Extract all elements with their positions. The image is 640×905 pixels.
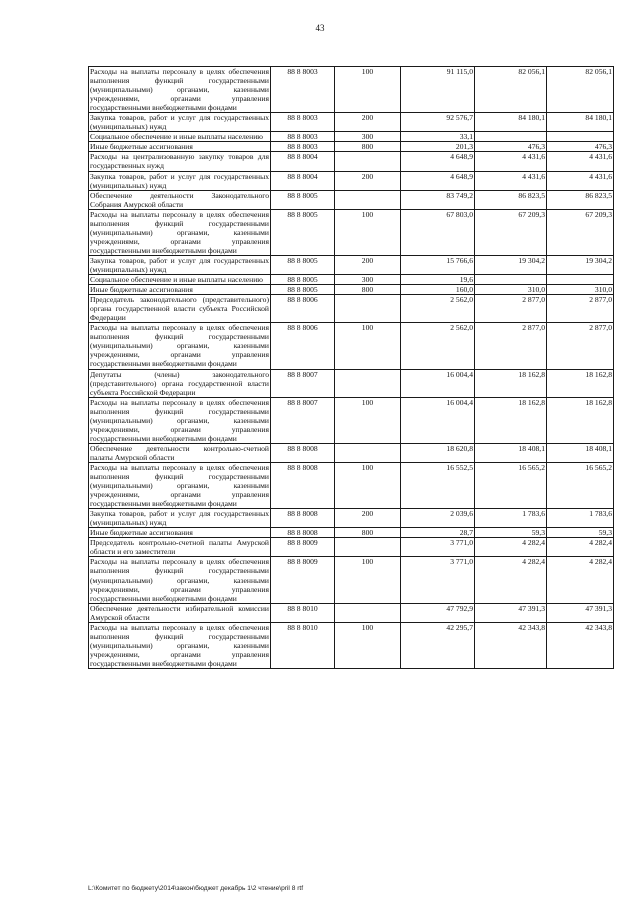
amount-2017-cell: 59,3 — [547, 528, 614, 538]
target-article-code-cell: 88 8 8008 — [271, 443, 335, 462]
target-article-code-cell: 88 8 8005 — [271, 209, 335, 255]
amount-2017-cell: 18 162,8 — [547, 397, 614, 443]
table-row — [89, 538, 614, 557]
target-article-code-cell: 88 8 8009 — [271, 538, 335, 557]
expense-type-cell — [335, 190, 401, 209]
expense-name-cell: Расходы на выплаты персоналу в целях обеспечения выполнения функций государственными (муниципальными) органами, казенными учреждениями, органами управления государственными внебюджетными фондами — [90, 462, 269, 509]
target-article-code-cell: 88 8 8010 — [271, 603, 335, 622]
amount-2016-cell: 67 209,3 — [475, 209, 547, 255]
amount-2015-cell: 3 771,0 — [401, 557, 475, 603]
amount-2017-cell: 4 282,4 — [547, 557, 614, 603]
expense-name-cell: Расходы на централизованную закупку товаров для государственных нужд — [90, 152, 269, 171]
table-row — [89, 443, 614, 462]
budget-table — [88, 66, 614, 669]
expense-name-cell: Иные бюджетные ассигнования — [89, 142, 271, 152]
amount-2016-cell: 19 304,2 — [475, 255, 547, 274]
expense-name-cell: Закупка товаров, работ и услуг для государственных (муниципальных) нужд — [90, 509, 269, 528]
amount-2016-cell: 476,3 — [475, 142, 547, 152]
table-row — [89, 295, 614, 323]
amount-2016-cell: 4 431,6 — [475, 171, 547, 190]
table-row — [89, 275, 614, 285]
target-article-code-cell: 88 8 8007 — [271, 397, 335, 443]
table-row — [89, 132, 614, 142]
amount-2016-cell: 1 783,6 — [475, 509, 547, 528]
amount-2015-cell: 2 562,0 — [401, 323, 475, 369]
expense-name-cell: Расходы на выплаты персоналу в целях обеспечения выполнения функций государственными (муниципальными) органами, казенными учреждениями, органами управления государственными внебюджетными фондами — [90, 557, 269, 603]
amount-2016-cell: 84 180,1 — [475, 113, 547, 132]
amount-2017-cell — [547, 132, 614, 142]
amount-2015-cell: 4 648,9 — [401, 171, 475, 190]
expense-type-cell: 200 — [335, 171, 401, 190]
table-row — [89, 557, 614, 603]
amount-2015-cell: 201,3 — [401, 142, 475, 152]
amount-2015-cell: 18 620,8 — [401, 443, 475, 462]
amount-2017-cell: 2 877,0 — [547, 295, 614, 323]
target-article-code-cell: 88 8 8005 — [271, 190, 335, 209]
amount-2015-cell: 4 648,9 — [401, 152, 475, 171]
expense-type-cell: 100 — [335, 622, 401, 668]
expense-type-cell — [335, 295, 401, 323]
page-number: 43 — [315, 23, 325, 33]
table-row — [89, 369, 614, 397]
amount-2015-cell: 2 039,6 — [401, 509, 475, 528]
table-row — [89, 113, 614, 132]
expense-name-cell: Закупка товаров, работ и услуг для государственных (муниципальных) нужд — [90, 171, 269, 190]
expense-name-cell: Обеспечение деятельности избирательной комиссии Амурской области — [90, 603, 269, 622]
amount-2015-cell: 91 115,0 — [401, 67, 475, 113]
target-article-code-cell: 88 8 8008 — [271, 509, 335, 528]
amount-2017-cell: 4 431,6 — [547, 152, 614, 171]
amount-2017-cell: 67 209,3 — [547, 209, 614, 255]
amount-2017-cell: 310,0 — [547, 285, 614, 295]
amount-2015-cell: 42 295,7 — [401, 622, 475, 668]
target-article-code-cell: 88 8 8007 — [271, 369, 335, 397]
amount-2015-cell: 28,7 — [401, 528, 475, 538]
table-row — [89, 67, 614, 113]
amount-2015-cell: 83 749,2 — [401, 190, 475, 209]
amount-2015-cell: 2 562,0 — [401, 295, 475, 323]
expense-type-cell — [335, 603, 401, 622]
amount-2016-cell: 4 282,4 — [475, 557, 547, 603]
target-article-code-cell: 88 8 8003 — [271, 132, 335, 142]
expense-type-cell: 200 — [335, 113, 401, 132]
amount-2016-cell: 4 282,4 — [475, 538, 547, 557]
expense-name-cell: Социальное обеспечение и иные выплаты населению — [89, 132, 271, 142]
table-body — [89, 67, 614, 669]
amount-2016-cell: 4 431,6 — [475, 152, 547, 171]
expense-type-cell: 200 — [335, 255, 401, 274]
amount-2015-cell: 33,1 — [401, 132, 475, 142]
amount-2017-cell: 476,3 — [547, 142, 614, 152]
table-row — [89, 285, 614, 295]
amount-2017-cell: 1 783,6 — [547, 509, 614, 528]
expense-name-cell: Расходы на выплаты персоналу в целях обеспечения выполнения функций государственными (муниципальными) органами, казенными учреждениями, органами управления государственными внебюджетными фондами — [90, 622, 269, 668]
table-row — [89, 171, 614, 190]
amount-2015-cell: 92 576,7 — [401, 113, 475, 132]
amount-2017-cell: 42 343,8 — [547, 622, 614, 668]
amount-2017-cell: 47 391,3 — [547, 603, 614, 622]
table-row — [89, 397, 614, 443]
expense-name-cell: Депутаты (члены) законодательного (представительного) органа государственной власти субъекта Российской Федерации — [90, 369, 269, 397]
expense-name-cell: Закупка товаров, работ и услуг для государственных (муниципальных) нужд — [90, 255, 269, 274]
footer-file-path: L:\Комитет по бюджету\2014\закон\бюджет декабрь 1\2 чтение\pril 8 rtf — [88, 885, 304, 892]
amount-2015-cell: 15 766,6 — [401, 255, 475, 274]
table-row — [89, 152, 614, 171]
amount-2016-cell: 2 877,0 — [475, 323, 547, 369]
amount-2016-cell: 18 162,8 — [475, 369, 547, 397]
amount-2016-cell — [475, 132, 547, 142]
expense-type-cell — [335, 538, 401, 557]
amount-2015-cell: 16 004,4 — [401, 397, 475, 443]
amount-2017-cell: 82 056,1 — [547, 67, 614, 113]
target-article-code-cell: 88 8 8003 — [271, 142, 335, 152]
amount-2016-cell: 310,0 — [475, 285, 547, 295]
table-row — [89, 462, 614, 508]
expense-name-cell: Иные бюджетные ассигнования — [89, 528, 271, 538]
expense-name-cell: Расходы на выплаты персоналу в целях обеспечения выполнения функций государственными (муниципальными) органами, казенными учреждениями, органами управления государственными внебюджетными фондами — [90, 397, 269, 443]
expense-name-cell: Председатель законодательного (представительного) органа государственной власти субъекта Российской Федерации — [90, 295, 269, 323]
amount-2016-cell: 86 823,5 — [475, 190, 547, 209]
amount-2015-cell: 47 792,9 — [401, 603, 475, 622]
expense-name-cell: Иные бюджетные ассигнования — [89, 285, 271, 295]
target-article-code-cell: 88 8 8006 — [271, 323, 335, 369]
amount-2015-cell: 16 552,5 — [401, 462, 475, 508]
expense-type-cell — [335, 152, 401, 171]
table-row — [89, 209, 614, 255]
expense-type-cell: 100 — [335, 462, 401, 508]
target-article-code-cell: 88 8 8008 — [271, 462, 335, 508]
table-row — [89, 528, 614, 538]
expense-name-cell: Председатель контрольно-счетной палаты Амурской области и его заместители — [90, 538, 269, 557]
expense-name-cell: Расходы на выплаты персоналу в целях обеспечения выполнения функций государственными (муниципальными) органами, казенными учреждениями, органами управления государственными внебюджетными фондами — [90, 67, 269, 113]
amount-2016-cell: 18 162,8 — [475, 397, 547, 443]
amount-2017-cell: 4 431,6 — [547, 171, 614, 190]
table-row — [89, 190, 614, 209]
expense-type-cell: 100 — [335, 557, 401, 603]
expense-name-cell: Социальное обеспечение и иные выплаты населению — [89, 275, 271, 285]
table-row — [89, 323, 614, 369]
table-row — [89, 142, 614, 152]
amount-2015-cell: 160,0 — [401, 285, 475, 295]
expense-type-cell: 200 — [335, 509, 401, 528]
target-article-code-cell: 88 8 8006 — [271, 295, 335, 323]
target-article-code-cell: 88 8 8005 — [271, 285, 335, 295]
amount-2015-cell: 19,6 — [401, 275, 475, 285]
expense-type-cell: 100 — [335, 323, 401, 369]
expense-type-cell — [335, 443, 401, 462]
expense-type-cell: 300 — [335, 275, 401, 285]
target-article-code-cell: 88 8 8003 — [271, 67, 335, 113]
expense-name-cell: Расходы на выплаты персоналу в целях обеспечения выполнения функций государственными (муниципальными) органами, казенными учреждениями, органами управления государственными внебюджетными фондами — [90, 209, 269, 255]
target-article-code-cell: 88 8 8005 — [271, 275, 335, 285]
amount-2017-cell: 4 282,4 — [547, 538, 614, 557]
expense-name-cell: Закупка товаров, работ и услуг для государственных (муниципальных) нужд — [90, 113, 269, 132]
table-row — [89, 509, 614, 528]
amount-2015-cell: 3 771,0 — [401, 538, 475, 557]
amount-2015-cell: 16 004,4 — [401, 369, 475, 397]
amount-2017-cell: 18 162,8 — [547, 369, 614, 397]
expense-type-cell: 100 — [335, 397, 401, 443]
amount-2016-cell: 59,3 — [475, 528, 547, 538]
target-article-code-cell: 88 8 8004 — [271, 171, 335, 190]
expense-type-cell: 800 — [335, 528, 401, 538]
expense-type-cell — [335, 369, 401, 397]
amount-2017-cell: 84 180,1 — [547, 113, 614, 132]
table-row — [89, 255, 614, 274]
amount-2017-cell: 86 823,5 — [547, 190, 614, 209]
target-article-code-cell: 88 8 8008 — [271, 528, 335, 538]
amount-2017-cell: 19 304,2 — [547, 255, 614, 274]
expense-name-cell: Обеспечение деятельности Законодательного Собрания Амурской области — [90, 190, 269, 209]
target-article-code-cell: 88 8 8005 — [271, 255, 335, 274]
amount-2017-cell: 2 877,0 — [547, 323, 614, 369]
amount-2016-cell: 2 877,0 — [475, 295, 547, 323]
expense-type-cell: 100 — [335, 67, 401, 113]
target-article-code-cell: 88 8 8009 — [271, 557, 335, 603]
amount-2017-cell: 18 408,1 — [547, 443, 614, 462]
expense-type-cell: 300 — [335, 132, 401, 142]
amount-2017-cell: 16 565,2 — [547, 462, 614, 508]
target-article-code-cell: 88 8 8010 — [271, 622, 335, 668]
target-article-code-cell: 88 8 8003 — [271, 113, 335, 132]
expense-name-cell: Обеспечение деятельности контрольно-счетной палаты Амурской области — [90, 443, 269, 462]
amount-2016-cell: 16 565,2 — [475, 462, 547, 508]
amount-2016-cell — [475, 275, 547, 285]
amount-2016-cell: 47 391,3 — [475, 603, 547, 622]
expense-type-cell: 800 — [335, 142, 401, 152]
expense-type-cell: 100 — [335, 209, 401, 255]
amount-2015-cell: 67 803,0 — [401, 209, 475, 255]
table-row — [89, 622, 614, 668]
table-row — [89, 603, 614, 622]
expense-name-cell: Расходы на выплаты персоналу в целях обеспечения выполнения функций государственными (муниципальными) органами, казенными учреждениями, органами управления государственными внебюджетными фондами — [90, 323, 269, 369]
expense-type-cell: 800 — [335, 285, 401, 295]
amount-2016-cell: 42 343,8 — [475, 622, 547, 668]
amount-2016-cell: 18 408,1 — [475, 443, 547, 462]
target-article-code-cell: 88 8 8004 — [271, 152, 335, 171]
amount-2016-cell: 82 056,1 — [475, 67, 547, 113]
amount-2017-cell — [547, 275, 614, 285]
